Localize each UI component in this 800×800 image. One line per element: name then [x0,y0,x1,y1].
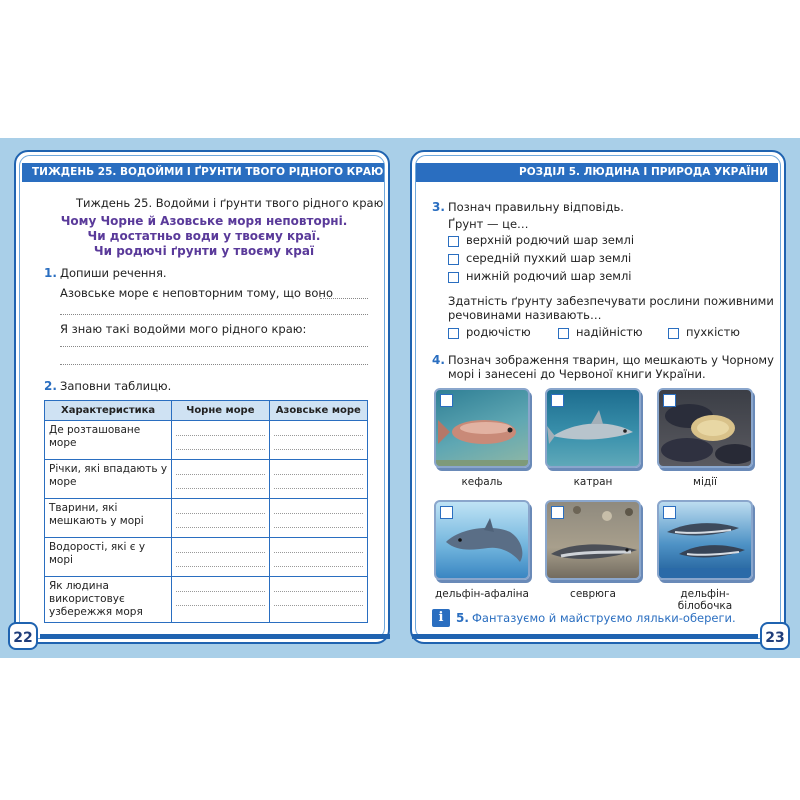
task1-title: Допиши речення. [60,266,167,280]
row-label: Водорості, які є у морі [45,538,172,577]
statement-line-2: речовинами називають… [448,308,602,322]
answer-cell[interactable] [172,538,269,577]
animal-caption: дельфін-білобочка [677,588,733,612]
task4-number: 4. [432,353,445,367]
choice-label: пухкістю [686,325,740,339]
choice-label: надійністю [576,325,643,339]
animal-caption: кефаль [461,476,503,488]
dogfish-shark-photo [545,388,641,468]
stellate-sturgeon-photo [545,500,641,580]
animal-caption: катран [573,476,613,488]
animal-caption: севрюга [570,588,616,600]
right-page-header: РОЗДІЛ 5. ЛЮДИНА І ПРИРОДА УКРАЇНИ [416,163,778,182]
answer-line[interactable] [320,298,368,299]
table-row [45,577,368,623]
info-icon: i [432,609,450,627]
task2-title: Заповни таблицю. [60,379,172,393]
row-label: Річки, які впадають у море [45,460,172,499]
choice-checkbox[interactable] [668,328,679,339]
question-2: Чи достатньо води у твоєму краї. [87,229,321,243]
option-checkbox[interactable] [448,254,459,265]
bottom-rule [412,634,758,639]
option-label: нижній родючий шар землі [466,269,632,283]
animal-caption: мідії [693,476,717,488]
table-row [45,460,368,499]
choice-checkbox[interactable] [448,328,459,339]
left-page-header: ТИЖДЕНЬ 25. ВОДОЙМИ І ҐРУНТИ ТВОГО РІДНОГО КРАЮ [22,163,384,182]
animal-checkbox[interactable] [440,394,453,407]
bottlenose-dolphin-photo [434,500,530,580]
animal-caption: дельфін-афаліна [435,588,529,600]
page-number-right: 23 [760,622,790,650]
answer-line[interactable] [60,364,368,365]
answer-line[interactable] [60,314,368,315]
answer-cell[interactable] [172,499,269,538]
task4-title-line-2: морі і занесені до Червоної книги України. [448,367,706,381]
answer-line[interactable] [60,346,368,347]
sea-comparison-table [44,400,368,623]
answer-cell[interactable] [269,577,367,623]
task5-text: Фантазуємо й майструємо ляльки-обереги. [472,611,736,625]
statement-line-1: Здатність ґрунту забезпечувати рослини поживними [448,294,774,308]
row-label: Тварини, які мешкають у морі [45,499,172,538]
question-3: Чи родючі ґрунти у твоєму краї [93,244,315,258]
option-label: верхній родючий шар землі [466,233,635,247]
animal-checkbox[interactable] [551,506,564,519]
row-label: Як людина використовує узбережжя моря [45,577,172,623]
column-header: Чорне море [172,401,269,421]
bottom-rule [40,634,390,639]
task5-number: 5. [456,611,469,625]
task4-title-line-1: Познач зображення тварин, що мешкають у Чорному [448,353,774,367]
answer-cell[interactable] [269,538,367,577]
mullet-fish-photo [434,388,530,468]
animal-checkbox[interactable] [663,506,676,519]
common-dolphin-photo [657,500,753,580]
answer-cell[interactable] [269,421,367,460]
option-checkbox[interactable] [448,272,459,283]
column-header: Характеристика [45,401,172,421]
column-header: Азовське море [269,401,367,421]
task1-line2: Я знаю такі водойми мого рідного краю: [60,322,307,336]
task1-line1: Азовське море є неповторним тому, що воно [60,286,333,300]
task3-lead: Ґрунт — це… [448,217,529,231]
choice-checkbox[interactable] [558,328,569,339]
answer-cell[interactable] [269,460,367,499]
question-1: Чому Чорне й Азовське моря неповторні. [60,214,348,228]
task2-number: 2. [44,379,57,393]
answer-cell[interactable] [172,421,269,460]
week-line: Тиждень 25. Водойми і ґрунти твого рідного краю [76,196,384,210]
row-label: Де розташоване море [45,421,172,460]
page-number-left: 22 [8,622,38,650]
option-label: середній пухкий шар землі [466,251,632,265]
table-row [45,499,368,538]
animal-checkbox[interactable] [440,506,453,519]
table-row [45,421,368,460]
mussels-photo [657,388,753,468]
answer-cell[interactable] [269,499,367,538]
task3-title: Познач правильну відповідь. [448,200,624,214]
table-row [45,538,368,577]
task1-number: 1. [44,266,57,280]
answer-cell[interactable] [172,577,269,623]
answer-cell[interactable] [172,460,269,499]
choice-label: родючістю [466,325,531,339]
option-checkbox[interactable] [448,236,459,247]
animal-checkbox[interactable] [551,394,564,407]
animal-checkbox[interactable] [663,394,676,407]
task3-number: 3. [432,200,445,214]
table-header-row [45,401,368,421]
